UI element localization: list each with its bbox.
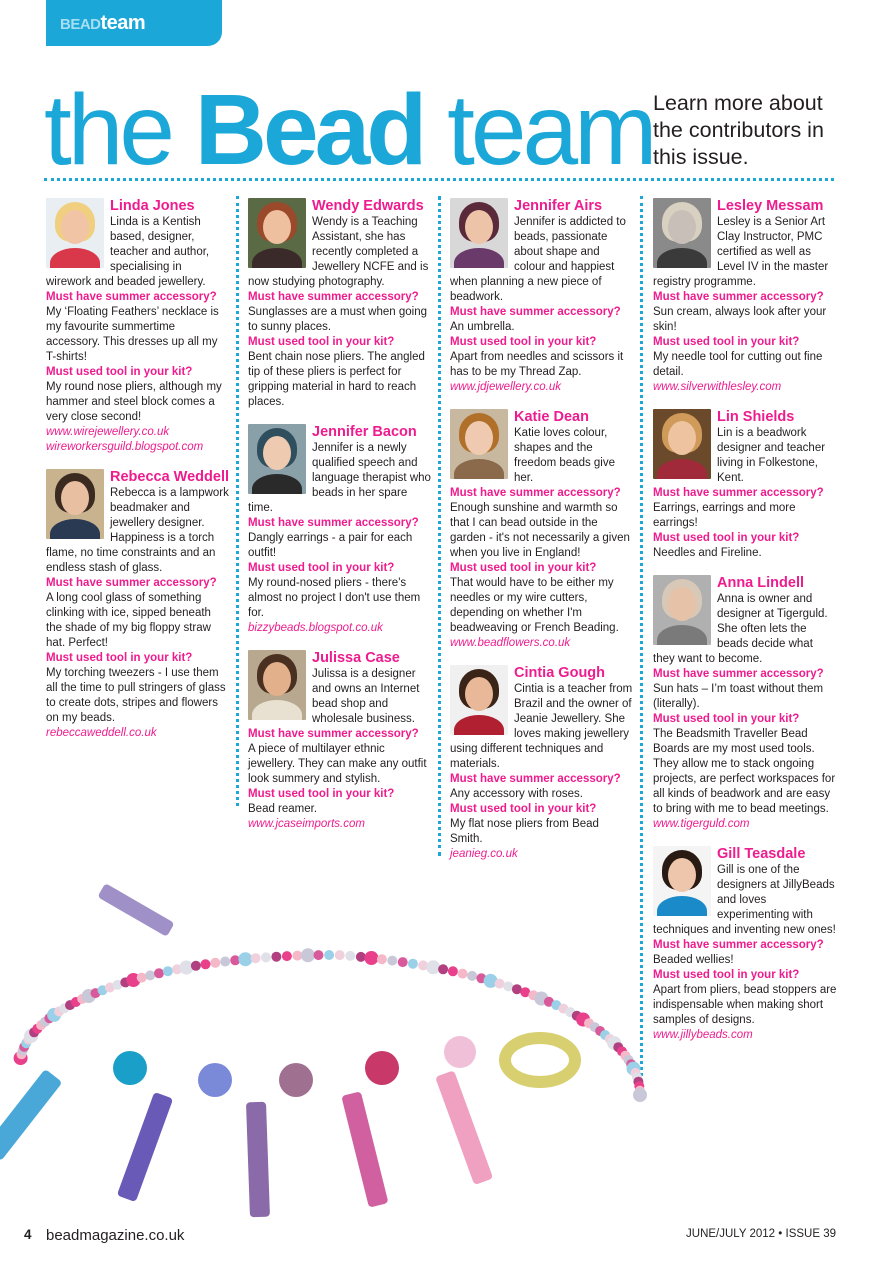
tool-answer: Apart from pliers, bead stoppers are indispensable when making short samples of designs. <box>653 984 837 1026</box>
summer-answer: Beaded wellies! <box>653 954 734 966</box>
summer-answer: Sun hats – I’m toast without them (literally). <box>653 683 824 710</box>
contributor-name: Julissa Case <box>312 650 400 666</box>
lin-shields-photo <box>653 409 711 479</box>
summer-question: Must have summer accessory? <box>248 517 419 529</box>
website-link[interactable]: rebeccaweddell.co.uk <box>46 727 157 739</box>
tool-answer: My round-nosed pliers - there's almost no project I don't use them for. <box>248 577 421 619</box>
strand-bead <box>364 951 378 965</box>
contributor-katie-dean <box>450 409 634 651</box>
strand-bead <box>438 964 448 974</box>
website-link[interactable]: www.tigerguld.com <box>653 818 750 830</box>
tool-question: Must used tool in your kit? <box>248 562 395 574</box>
linda-jones-photo <box>46 198 104 268</box>
summer-question: Must have summer accessory? <box>450 773 621 785</box>
tool-question: Must used tool in your kit? <box>248 336 395 348</box>
contributor-name: Katie Dean <box>514 409 589 425</box>
page-title: the Bead team <box>44 74 654 186</box>
tool-question: Must used tool in your kit? <box>450 562 597 574</box>
contributor-name: Anna Lindell <box>717 575 804 591</box>
column-divider-2 <box>438 196 441 856</box>
strand-bead <box>251 953 261 963</box>
strand-bead <box>314 950 324 960</box>
strand-bead <box>467 971 477 981</box>
summer-answer: Enough sunshine and warmth so that I can bead outside in the garden - it's not necessarily a given when you live in England! <box>450 502 630 559</box>
summer-question: Must have summer accessory? <box>450 487 621 499</box>
website-link[interactable]: www.wirejewellery.co.uk <box>46 426 170 438</box>
tool-question: Must used tool in your kit? <box>248 788 395 800</box>
section-tab <box>46 0 222 46</box>
contributor-wendy-edwards <box>248 198 432 410</box>
strand-bead <box>377 954 387 964</box>
strand-bead <box>154 968 164 978</box>
contributor-bio: Jennifer is a newly qualified speech and language therapist who beads in her spare time. <box>248 442 431 514</box>
website-link[interactable]: wireworkersguild.blogspot.com <box>46 441 204 453</box>
gill-teasdale-photo <box>653 846 711 916</box>
contributor-bio: Anna is owner and designer at Tigerguld. She often lets the beads decide what they want to become. <box>653 593 828 665</box>
contributor-name: Cintia Gough <box>514 665 606 681</box>
tool-question: Must used tool in your kit? <box>653 532 800 544</box>
page-number: 4 <box>24 1227 32 1242</box>
contributor-name: Linda Jones <box>110 198 195 214</box>
jennifer-bacon-photo <box>248 424 306 494</box>
summer-answer: My ‘Floating Feathers’ necklace is my favourite summertime accessory. This dresses up all my T-shirts! <box>46 306 219 363</box>
tool-answer: Needles and Fireline. <box>653 547 762 559</box>
contributor-bio: Lesley is a Senior Art Clay Instructor, PMC certified as well as Level IV in the master registry programme. <box>653 216 829 288</box>
contributor-bio: Wendy is a Teaching Assistant, she has recently completed a Jewellery NCFE and is now studying photography. <box>248 216 429 288</box>
contributor-name: Rebecca Weddell <box>110 469 230 485</box>
tool-question: Must used tool in your kit? <box>653 336 800 348</box>
summer-question: Must have summer accessory? <box>653 487 824 499</box>
strand-bead <box>220 957 230 967</box>
contributor-name: Gill Teasdale <box>717 846 806 862</box>
contributor-bio: Rebecca is a lampwork beadmaker and jewellery designer. Happiness is a torch flame, no time constraints and an endless stash of glass. <box>46 487 229 574</box>
tool-answer: My torching tweezers - I use them all the time to pull stringers of glass to create dots, stripes and flowers on my beads. <box>46 667 226 724</box>
footer-site[interactable]: beadmagazine.co.uk <box>46 1227 185 1244</box>
contributor-anna-lindell <box>653 575 837 832</box>
strand-bead <box>261 952 271 962</box>
strand-bead <box>426 960 440 974</box>
strand-bead <box>210 958 220 968</box>
focal-beads <box>113 1036 476 1097</box>
contributor-bio: Gill is one of the designers at JillyBeads and loves experimenting with techniques and inventing new ones! <box>653 864 836 936</box>
tool-question: Must used tool in your kit? <box>653 969 800 981</box>
page-footer <box>24 1227 836 1245</box>
website-link[interactable]: www.jcaseimports.com <box>248 818 365 830</box>
contributor-lesley-messam <box>653 198 837 395</box>
strand-bead <box>163 966 173 976</box>
strand-bead <box>398 957 408 967</box>
strand-bead <box>201 959 211 969</box>
strand-bead <box>324 950 334 960</box>
strand-bead <box>335 950 345 960</box>
julissa-case-photo <box>248 650 306 720</box>
necklace-photo <box>0 830 650 1225</box>
column-4 <box>653 198 837 1057</box>
rebecca-weddell-photo <box>46 469 104 539</box>
contributor-bio: Cintia is a teacher from Brazil and the owner of Jeanie Jewellery. She loves making jewellery using different techniques and materials. <box>450 683 633 770</box>
lesley-messam-photo <box>653 198 711 268</box>
contributor-name: Jennifer Airs <box>514 198 603 214</box>
issue-label: JUNE/JULY 2012 • ISSUE 39 <box>686 1228 836 1240</box>
strand-bead <box>282 951 292 961</box>
website-link[interactable]: www.beadflowers.co.uk <box>450 637 571 649</box>
strand-bead <box>495 979 505 989</box>
website-link[interactable]: www.silverwithlesley.com <box>653 381 782 393</box>
strand-bead <box>458 969 468 979</box>
strand-bead <box>345 951 355 961</box>
tool-question: Must used tool in your kit? <box>450 803 597 815</box>
tool-answer: Bead reamer. <box>248 803 318 815</box>
contributor-jennifer-airs <box>450 198 634 395</box>
summer-question: Must have summer accessory? <box>653 939 824 951</box>
summer-answer: Sun cream, always look after your skin! <box>653 306 827 333</box>
strand-bead <box>408 959 418 969</box>
katie-dean-photo <box>450 409 508 479</box>
column-3 <box>450 198 634 876</box>
contributor-bio: Linda is a Kentish based, designer, teacher and author, specialising in wirework and beaded jewellery. <box>46 216 210 288</box>
summer-question: Must have summer accessory? <box>46 577 217 589</box>
column-divider-1 <box>236 196 239 806</box>
beaded-tubes <box>0 883 575 1217</box>
anna-lindell-photo <box>653 575 711 645</box>
strand-bead <box>301 948 315 962</box>
wendy-edwards-photo <box>248 198 306 268</box>
tool-answer: That would have to be either my needles or my wire cutters, depending on whether I'm beadweaving or French Beading. <box>450 577 619 634</box>
strand-bead <box>137 973 147 983</box>
summer-answer: A piece of multilayer ethnic jewellery. They can make any outfit look summery and stylish. <box>248 743 427 785</box>
contributor-gill-teasdale <box>653 846 837 1043</box>
website-link[interactable]: jeanieg.co.uk <box>450 848 518 860</box>
summer-question: Must have summer accessory? <box>653 291 824 303</box>
contributor-bio: Julissa is a designer and owns an Internet bead shop and wholesale business. <box>312 668 420 725</box>
contributor-name: Wendy Edwards <box>312 198 424 214</box>
jennifer-airs-photo <box>450 198 508 268</box>
contributor-julissa-case <box>248 650 432 832</box>
website-link[interactable]: bizzybeads.blogspot.co.uk <box>248 622 383 634</box>
contributor-bio: Katie loves colour, shapes and the freedom beads give her. <box>514 427 616 484</box>
website-link[interactable]: www.jdjewellery.co.uk <box>450 381 561 393</box>
page-subtitle: Learn more about the contributors in this issue. <box>653 91 824 169</box>
contributor-bio: Lin is a beadwork designer and teacher living in Folkestone, Kent. <box>717 427 826 484</box>
strand-bead <box>387 956 397 966</box>
strand-bead <box>238 952 252 966</box>
cintia-gough-photo <box>450 665 508 735</box>
contributor-lin-shields <box>653 409 837 561</box>
contributor-jennifer-bacon <box>248 424 432 636</box>
contributor-bio: Jennifer is addicted to beads, passionate about shape and colour and happiest when planning a new piece of beadwork. <box>450 216 626 303</box>
tool-answer: My needle tool for cutting out fine detail. <box>653 351 823 378</box>
tool-answer: Bent chain nose pliers. The angled tip of these pliers is perfect for gripping material in hard to reach places. <box>248 351 425 408</box>
summer-answer: Any accessory with roses. <box>450 788 583 800</box>
title-divider <box>44 178 834 181</box>
summer-answer: Sunglasses are a must when going to sunny places. <box>248 306 427 333</box>
column-1 <box>46 198 230 755</box>
tool-answer: The Beadsmith Traveller Bead Boards are my most used tools. They allow me to stack ongoing projects, are perfect workspaces for all kinds of beadwork and are easy to bring with me to bead meetings. <box>653 728 836 815</box>
summer-question: Must have summer accessory? <box>450 306 621 318</box>
website-link[interactable]: www.jillybeads.com <box>653 1029 753 1041</box>
summer-question: Must have summer accessory? <box>46 291 217 303</box>
strand-bead <box>191 961 201 971</box>
summer-question: Must have summer accessory? <box>248 291 419 303</box>
strand-bead <box>448 966 458 976</box>
strand-bead <box>271 952 281 962</box>
tool-question: Must used tool in your kit? <box>46 366 193 378</box>
tool-answer: Apart from needles and scissors it has to be my Thread Zap. <box>450 351 624 378</box>
contributor-linda-jones <box>46 198 230 455</box>
strand-bead <box>145 970 155 980</box>
tool-question: Must used tool in your kit? <box>46 652 193 664</box>
strand-bead <box>503 981 513 991</box>
contributor-name: Lin Shields <box>717 409 795 425</box>
summer-answer: Earrings, earrings and more earrings! <box>653 502 796 529</box>
summer-answer: Dangly earrings - a pair for each outfit! <box>248 532 413 559</box>
summer-answer: A long cool glass of something clinking with ice, sipped beneath the shade of my big floppy straw hat. Perfect! <box>46 592 211 649</box>
column-2 <box>248 198 432 846</box>
tool-answer: My flat nose pliers from Bead Smith. <box>450 818 599 845</box>
summer-question: Must have summer accessory? <box>653 668 824 680</box>
strand-bead <box>633 1088 647 1102</box>
section-tab-label: BEADteam <box>60 12 146 34</box>
contributor-rebecca-weddell <box>46 469 230 741</box>
summer-question: Must have summer accessory? <box>248 728 419 740</box>
contributor-name: Jennifer Bacon <box>312 424 417 440</box>
contributor-name: Lesley Messam <box>717 198 824 214</box>
tool-question: Must used tool in your kit? <box>653 713 800 725</box>
tool-question: Must used tool in your kit? <box>450 336 597 348</box>
summer-answer: An umbrella. <box>450 321 515 333</box>
strand-bead <box>292 951 302 961</box>
tool-answer: My round nose pliers, although my hammer and steel block comes a very close second! <box>46 381 222 423</box>
strand-bead <box>356 952 366 962</box>
